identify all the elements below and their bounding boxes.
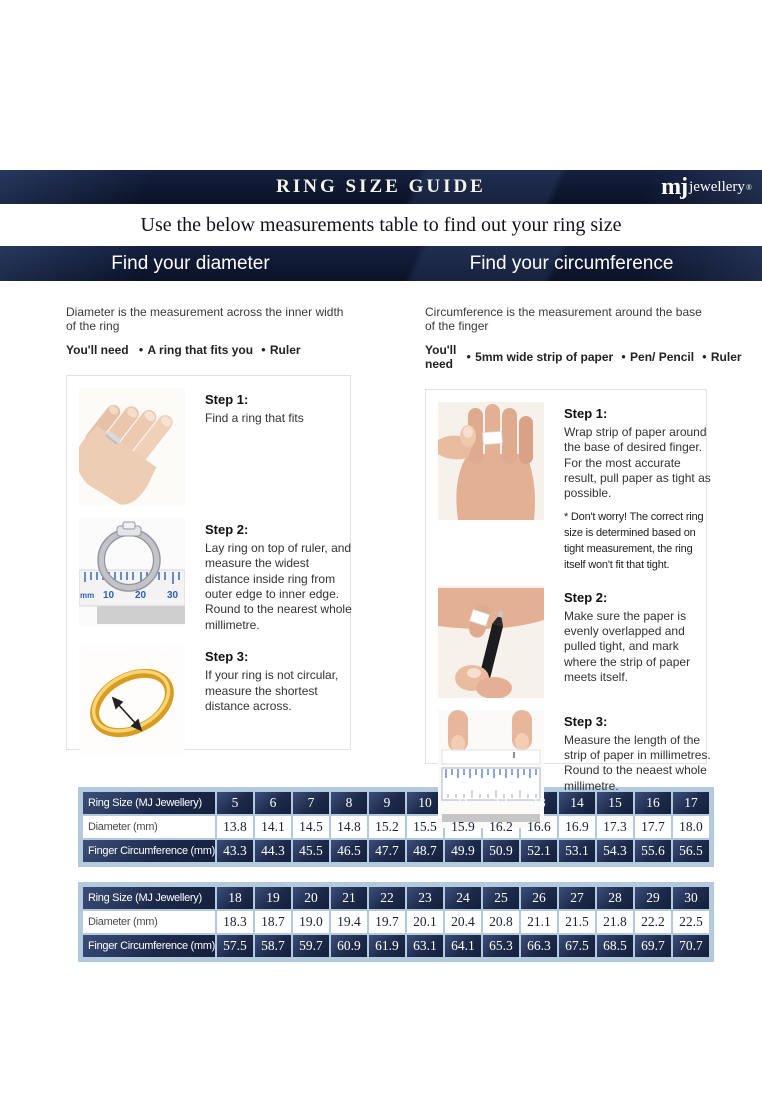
logo-mj-text: mj [661, 173, 688, 200]
circumference-column [381, 281, 762, 793]
value-cell: 56.5 [673, 840, 709, 862]
step-title: Step 2: [205, 522, 249, 537]
row-label: Diameter (mm) [83, 816, 215, 838]
step-row [438, 402, 711, 574]
row-label: Ring Size (MJ Jewellery) [83, 792, 215, 814]
brand-logo [661, 170, 752, 204]
paper-around-finger-image [438, 402, 544, 574]
value-cell: 68.5 [597, 935, 633, 957]
value-cell: 57.5 [217, 935, 253, 957]
step-row [438, 586, 696, 698]
value-cell: 60.9 [331, 935, 367, 957]
value-cell: 18.7 [255, 911, 291, 933]
value-cell: 59.7 [293, 935, 329, 957]
registered-mark: ® [745, 182, 752, 192]
ruler-unit-label: mm [80, 591, 95, 600]
value-cell: 21.1 [521, 911, 557, 933]
you-will-need-label: You'll need [425, 343, 457, 371]
diameter-column [0, 281, 381, 764]
value-cell: 58.7 [255, 935, 291, 957]
section-half-left [0, 246, 381, 281]
value-cell: 19.4 [331, 911, 367, 933]
value-cell: 14.5 [293, 816, 329, 838]
value-cell: 54.3 [597, 840, 633, 862]
table-row [83, 816, 709, 838]
value-cell: 10 [407, 792, 443, 814]
step-title: Step 1: [564, 406, 608, 421]
diameter-intro: Diameter is the measurement across the inner width of the ring [66, 305, 344, 333]
value-cell: 16.2 [483, 816, 519, 838]
need-item-paper: ● 5mm wide strip of paper [466, 350, 613, 364]
value-cell: 70.7 [673, 935, 709, 957]
top-whitespace [0, 0, 762, 170]
ruler-label-20: 20 [135, 590, 147, 601]
table-row [83, 935, 709, 957]
circumference-steps-box [425, 389, 711, 793]
value-cell: 20.8 [483, 911, 519, 933]
value-cell: 20 [293, 887, 329, 909]
value-cell: 43.3 [217, 840, 253, 862]
value-cell: 21.5 [559, 911, 595, 933]
value-cell: 13.8 [217, 816, 253, 838]
value-cell: 19.0 [293, 911, 329, 933]
step-text: Find a ring that fits [205, 411, 304, 425]
value-cell: 28 [597, 887, 633, 909]
value-cell: 14 [559, 792, 595, 814]
value-cell: 30 [673, 887, 709, 909]
value-cell: 17 [673, 792, 709, 814]
value-cell: 14.8 [331, 816, 367, 838]
value-cell: 16.6 [521, 816, 557, 838]
value-cell: 17.7 [635, 816, 671, 838]
value-cell: 14.1 [255, 816, 291, 838]
ruler-label-10: 10 [103, 590, 115, 601]
table-row [83, 887, 709, 909]
value-cell: 24 [445, 887, 481, 909]
step-text: If your ring is not circular, measure the shortest distance across. [205, 668, 339, 713]
value-cell: 22.2 [635, 911, 671, 933]
value-cell: 15.5 [407, 816, 443, 838]
section-title-circumference: Find your circumference [469, 252, 674, 274]
circumference-intro: Circumference is the measurement around the base of the finger [425, 305, 702, 333]
value-cell: 20.4 [445, 911, 481, 933]
value-cell: 26 [521, 887, 557, 909]
need-item-ring: ● A ring that fits you [139, 343, 253, 357]
need-item-ruler: ● Ruler [702, 350, 742, 364]
value-cell: 6 [255, 792, 291, 814]
section-half-right [381, 246, 762, 281]
value-cell: 48.7 [407, 840, 443, 862]
hand-with-ring-image [79, 388, 185, 506]
you-will-need-label: You'll need [66, 343, 129, 357]
value-cell: 17.3 [597, 816, 633, 838]
gold-ring-arrow-image [79, 645, 185, 755]
diameter-need-line [66, 343, 351, 357]
value-cell: 21.8 [597, 911, 633, 933]
value-cell: 11 [445, 792, 481, 814]
row-label: Diameter (mm) [83, 911, 215, 933]
step-row [79, 645, 340, 755]
step-text: Lay ring on top of ruler, and measure the widest distance inside ring from outer edge to inner edge. Round to the nearest whole millimetre. [205, 541, 352, 632]
strip-on-ruler-image [438, 710, 544, 828]
value-cell: 9 [369, 792, 405, 814]
step-note: * Don't worry! The correct ring size is determined based on tight measurement, the ring itself won't fit that tight. [564, 510, 704, 571]
pen-marking-paper-image [438, 586, 544, 698]
value-cell: 13 [521, 792, 557, 814]
value-cell: 29 [635, 887, 671, 909]
value-cell: 64.1 [445, 935, 481, 957]
step-text: Measure the length of the strip of paper in millimetres. Round to the neaest whole millimetre. [564, 732, 711, 793]
value-cell: 53.1 [559, 840, 595, 862]
value-cell: 15.9 [445, 816, 481, 838]
step-text-col [205, 518, 355, 633]
subtitle-band [0, 204, 762, 246]
value-cell: 7 [293, 792, 329, 814]
table-row [83, 911, 709, 933]
value-cell: 15.2 [369, 816, 405, 838]
logo-name-text: jewellery [689, 178, 745, 195]
page-title: RING SIZE GUIDE [276, 176, 486, 197]
row-label: Finger Circumference (mm) [83, 935, 215, 957]
step-text-col [205, 388, 355, 506]
value-cell: 15 [597, 792, 633, 814]
value-cell: 67.5 [559, 935, 595, 957]
value-cell: 18.0 [673, 816, 709, 838]
value-cell: 16 [635, 792, 671, 814]
table-row [83, 792, 709, 814]
row-label: Ring Size (MJ Jewellery) [83, 887, 215, 909]
step-text: Make sure the paper is evenly overlapped and pulled tight, and mark where the strip of paper meets itself. [564, 608, 691, 684]
value-cell: 19.7 [369, 911, 405, 933]
value-cell: 65.3 [483, 935, 519, 957]
value-cell: 5 [217, 792, 253, 814]
ring-size-table-2 [78, 882, 714, 962]
section-band [0, 246, 762, 281]
value-cell: 19 [255, 887, 291, 909]
content-columns [0, 281, 762, 793]
step-text-col [564, 586, 714, 698]
ruler-label-30: 30 [167, 590, 179, 601]
value-cell: 22.5 [673, 911, 709, 933]
value-cell: 12 [483, 792, 519, 814]
row-label: Finger Circumference (mm) [83, 840, 215, 862]
step-title: Step 2: [564, 589, 608, 605]
table-row [83, 840, 709, 862]
value-cell: 45.5 [293, 840, 329, 862]
step-row [79, 388, 340, 506]
value-cell: 55.6 [635, 840, 671, 862]
need-item-pen: ● Pen/ Pencil [621, 350, 694, 364]
value-cell: 20.1 [407, 911, 443, 933]
value-cell: 47.7 [369, 840, 405, 862]
value-cell: 8 [331, 792, 367, 814]
step-text-col [205, 645, 355, 755]
ring-on-ruler-image [79, 518, 185, 633]
value-cell: 66.3 [521, 935, 557, 957]
value-cell: 61.9 [369, 935, 405, 957]
value-cell: 16.9 [559, 816, 595, 838]
value-cell: 27 [559, 887, 595, 909]
header-band [0, 170, 762, 204]
value-cell: 44.3 [255, 840, 291, 862]
value-cell: 25 [483, 887, 519, 909]
step-text-col [564, 402, 716, 574]
value-cell: 46.5 [331, 840, 367, 862]
need-item-ruler: ● Ruler [261, 343, 301, 357]
value-cell: 52.1 [521, 840, 557, 862]
ring-size-table-1 [78, 787, 714, 867]
section-title-diameter: Find your diameter [111, 252, 270, 274]
subtitle-text: Use the below measurements table to find out your ring size [140, 213, 622, 236]
circumference-need-line [425, 343, 742, 371]
value-cell: 49.9 [445, 840, 481, 862]
step-text: Wrap strip of paper around the base of desired finger. For the most accurate result, pull paper as tight as possible. [564, 425, 711, 501]
step-title: Step 1: [205, 392, 249, 407]
step-title: Step 3: [564, 713, 608, 729]
value-cell: 22 [369, 887, 405, 909]
value-cell: 69.7 [635, 935, 671, 957]
value-cell: 23 [407, 887, 443, 909]
value-cell: 21 [331, 887, 367, 909]
diameter-steps-box [66, 375, 351, 750]
step-row [79, 518, 352, 633]
value-cell: 18.3 [217, 911, 253, 933]
value-cell: 18 [217, 887, 253, 909]
value-cell: 63.1 [407, 935, 443, 957]
step-title: Step 3: [205, 649, 249, 665]
value-cell: 50.9 [483, 840, 519, 862]
